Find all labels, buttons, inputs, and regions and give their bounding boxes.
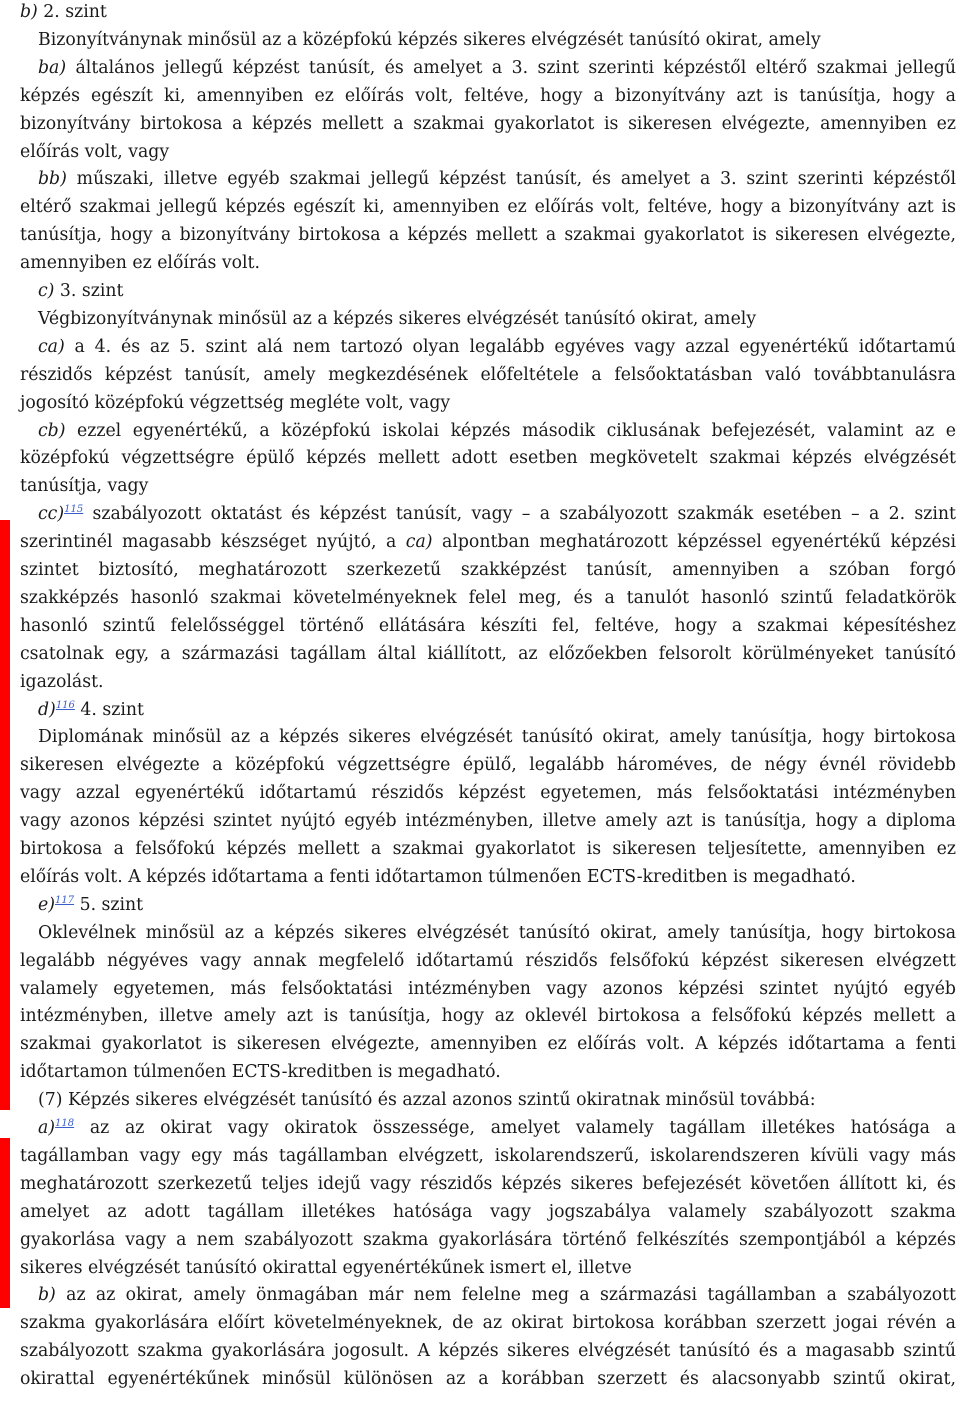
item-label: ba) [38,57,67,78]
text-line [38,305,956,333]
text-line [38,417,956,445]
text-line [20,138,956,166]
text-line [38,333,956,361]
footnote-ref [55,1118,74,1129]
footnote-link[interactable]: 117 [54,894,75,906]
item-label: b) [38,1285,56,1306]
text-line [38,696,956,724]
text-line [20,193,956,221]
text-run: az az okirat, amely önmagában már nem felelne meg a származási tagállamban a szabályozott [55,1285,956,1306]
text-line [38,891,956,919]
text-line [20,584,956,612]
text-run: Bizonyítványnak minősül az a középfokú képzés sikeres elvégzését tanúsító okirat, amely [38,29,821,50]
text-run: igazolást. [20,671,104,692]
footnote-link[interactable]: 116 [55,699,75,711]
text-line [38,165,956,193]
text-line [38,1281,956,1309]
footnote-ref [56,700,75,711]
text-line [20,361,956,389]
text-line [20,807,956,835]
text-line [20,1030,956,1058]
text-line [20,1170,956,1198]
text-line [38,277,956,305]
item-label: d) [38,699,56,720]
text-line [20,779,956,807]
text-line [20,528,956,556]
text-line [20,1365,956,1393]
text-run: középfokú végzettségre épülő képzés mellett adott esetben megkövetelt szakmai képzés elvégzését [20,448,956,469]
text-line [20,472,956,500]
text-line [20,640,956,668]
text-line [20,1142,956,1170]
footnote-ref [64,504,83,515]
text-line [20,612,956,640]
footnote-link[interactable]: 115 [64,504,84,516]
text-run: amennyiben ez előírás volt. [20,253,260,274]
text-run: általános jellegű képzést tanúsít, és amelyet a 3. szint szerinti képzéstől eltérő szakmai jellegű [66,57,956,78]
item-label: b) [20,2,38,22]
text-run: intézményben, illetve amely azt is tanúsítja, hogy az oklevél birtokosa a felsőfokú képzés mellett a [20,1006,956,1027]
text-run: Oklevélnek minősül az a képzés sikeres elvégzését tanúsító okirat, amely tanúsítja, hogy birtokosa [38,922,956,943]
text-line [20,0,956,26]
text-line [20,668,956,696]
text-run: tanúsítja, vagy [20,476,149,497]
text-run: okirattal egyenértékűnek minősül különösen az a korábban szerzett és alacsonyabb szintű okirat, [20,1369,956,1390]
text-line [20,556,956,584]
text-run: valamely egyetemen, más felsőoktatási intézményben vagy azonos képzési szintet nyújtó egyéb [20,978,956,999]
text-line [20,863,956,891]
text-line [20,947,956,975]
text-run: időtartamon túlmenően ECTS-kreditben is megadható. [20,1062,501,1083]
text-run: szabályozott oktatást és képzést tanúsít, vagy – a szabályozott szakmák esetében – a 2. szint [83,504,956,525]
text-line [38,26,956,54]
text-run: tagállamban vagy egy más tagállamban elvégzett, iskolarendszerű, iskolarendszeren kívüli vagy más [20,1145,956,1166]
text-line [20,975,956,1003]
text-line [38,723,956,751]
text-run: alpontban meghatározott képzéssel egyenértékű képzési [432,532,956,553]
text-line [38,500,956,528]
item-label: bb) [38,169,67,190]
item-label: e) [38,894,55,915]
text-run: gyakorlása vagy a nem szabályozott szakma gyakorlására történő felkészítés szempontjából a képzés [20,1229,956,1250]
text-run: képzés egészít ki, amennyiben ez előírás volt, feltéve, hogy a bizonyítvány azt is tanúsítja, hogy a [20,85,956,106]
text-run: jogosító középfokú végzettség megléte volt, vagy [20,392,451,413]
text-line [20,751,956,779]
text-run: hasonló szintű felelősséggel történő ellátására készíti fel, feltéve, hogy a szakmai képesítéshez [20,615,956,636]
amendment-marker-bar [0,1138,10,1308]
text-line [20,1002,956,1030]
text-run: előírás volt, vagy [20,141,170,162]
text-line [38,1114,956,1142]
text-line [20,1058,956,1086]
footnote-ref [55,895,74,906]
text-run: az az okirat vagy okiratok összessége, amelyet valamely tagállam illetékes hatósága a [74,1118,956,1138]
text-line [20,1254,956,1282]
text-run: meghatározott szerkezetű teljes idejű vagy részidős képzés sikeres befejezését követően állított ki, és [20,1173,956,1194]
text-run: sikeres elvégzését tanúsító okirattal egyenértékűnek ismert el, illetve [20,1257,632,1278]
item-label: a) [38,1118,56,1138]
text-line [38,54,956,82]
text-run: szerintinél magasabb készséget nyújtó, a [20,532,406,553]
text-run: 4. szint [74,699,144,720]
text-line [20,444,956,472]
text-run: a 4. és az 5. szint alá nem tartozó olyan legalább egyéves vagy azzal egyenértékű időtartamú [64,336,956,357]
text-run: műszaki, illetve egyéb szakmai jellegű képzést tanúsít, és amelyet a 3. szint szerinti képzéstől [66,169,956,190]
footnote-link[interactable]: 118 [55,1118,75,1129]
text-run: ezzel egyenértékű, a középfokú iskolai képzés második ciklusának befejezését, valamint az e [65,420,956,441]
text-run: vagy azonos képzési szintet nyújtó egyéb intézményben, illetve amely azt is tanúsítja, hogy a diploma [20,811,956,832]
text-run: eltérő szakmai jellegű képzés egészít ki, amennyiben ez előírás volt, feltéve, hogy a bizonyítvány azt is [20,197,956,218]
text-run: szakma gyakorlására előírt követelményeknek, de az okirat birtokosa korábban szerzett jogai révén a [20,1313,956,1334]
text-line [20,1226,956,1254]
text-run: Diplomának minősül az a képzés sikeres elvégzését tanúsító okirat, amely tanúsítja, hogy birtokosa [38,727,956,748]
item-label: cb) [38,420,66,441]
text-run: bizonyítvány birtokosa a képzés mellett a szakmai gyakorlatot is sikeresen elvégezte, amennyiben ez [20,113,956,134]
item-label: ca) [405,532,433,553]
amendment-marker-bar [0,520,10,1110]
text-line [20,389,956,417]
text-line [20,1309,956,1337]
text-line [20,249,956,277]
text-run: 5. szint [74,894,144,915]
text-run: előírás volt. A képzés időtartama a fenti időtartamon túlmenően ECTS-kreditben is megadható. [20,866,856,887]
item-label: c) [38,281,55,301]
text-run: tanúsítja, hogy a bizonyítvány birtokosa a képzés mellett a szakmai gyakorlatot is sikeresen elvégezte, [20,225,956,246]
text-run: szakképzés hasonló szakmai követelményeknek felel meg, és a tanulót hasonló szintű feladatkörök [20,587,956,608]
text-run: szintet biztosító, meghatározott szerkezetű szakképzést tanúsít, amennyiben a szóban forgó [20,560,956,580]
text-run: vagy azzal egyenértékű időtartamú részidős képzést egyetemen, más felsőoktatási intézményben [20,783,956,804]
text-run: 3. szint [54,281,124,301]
text-line [20,110,956,138]
text-line [20,221,956,249]
text-line [20,82,956,110]
text-run: Végbizonyítványnak minősül az a képzés sikeres elvégzését tanúsító okirat, amely [38,308,757,329]
text-run: amelyet az adott tagállam illetékes hatósága vagy jogszabálya valamely szabályozott szakma [20,1201,956,1222]
text-line [38,919,956,947]
text-run: sikeresen elvégezte a középfokú végzettségre épülő, legalább hároméves, de négy évnél rövidebb [20,755,956,776]
text-run: (7) Képzés sikeres elvégzését tanúsító és azzal azonos szintű okiratnak minősül továbbá: [38,1090,816,1111]
text-run: birtokosa a felsőfokú képzés mellett a szakmai gyakorlatot is sikeresen teljesítette, amennyiben ez [20,839,956,859]
text-run: szabályozott szakma gyakorlására jogosult. A képzés sikeres elvégzését tanúsító és a magasabb szintű [20,1341,956,1362]
text-line [20,1337,956,1365]
text-line [20,1198,956,1226]
text-run: csatolnak egy, a származási tagállam által kiállított, az előzőekben felsorolt körülményeket tanúsító [20,643,956,664]
text-line [20,835,956,863]
text-run: legalább négyéves vagy annak megfelelő időtartamú részidős felsőfokú képzést sikeresen elvégzett [20,950,956,971]
item-label: ca) [38,336,65,357]
text-run: 2. szint [37,2,107,22]
text-line [38,1086,956,1114]
text-run: részidős képzést tanúsít, amely megkezdésének előfeltétele a felsőoktatásban való továbbtanulásra [20,364,956,385]
item-label: cc) [38,504,65,525]
text-run: szakmai gyakorlatot is sikeresen elvégezte, amennyiben ez előírás volt. A képzés időtartama a fenti [20,1034,956,1055]
